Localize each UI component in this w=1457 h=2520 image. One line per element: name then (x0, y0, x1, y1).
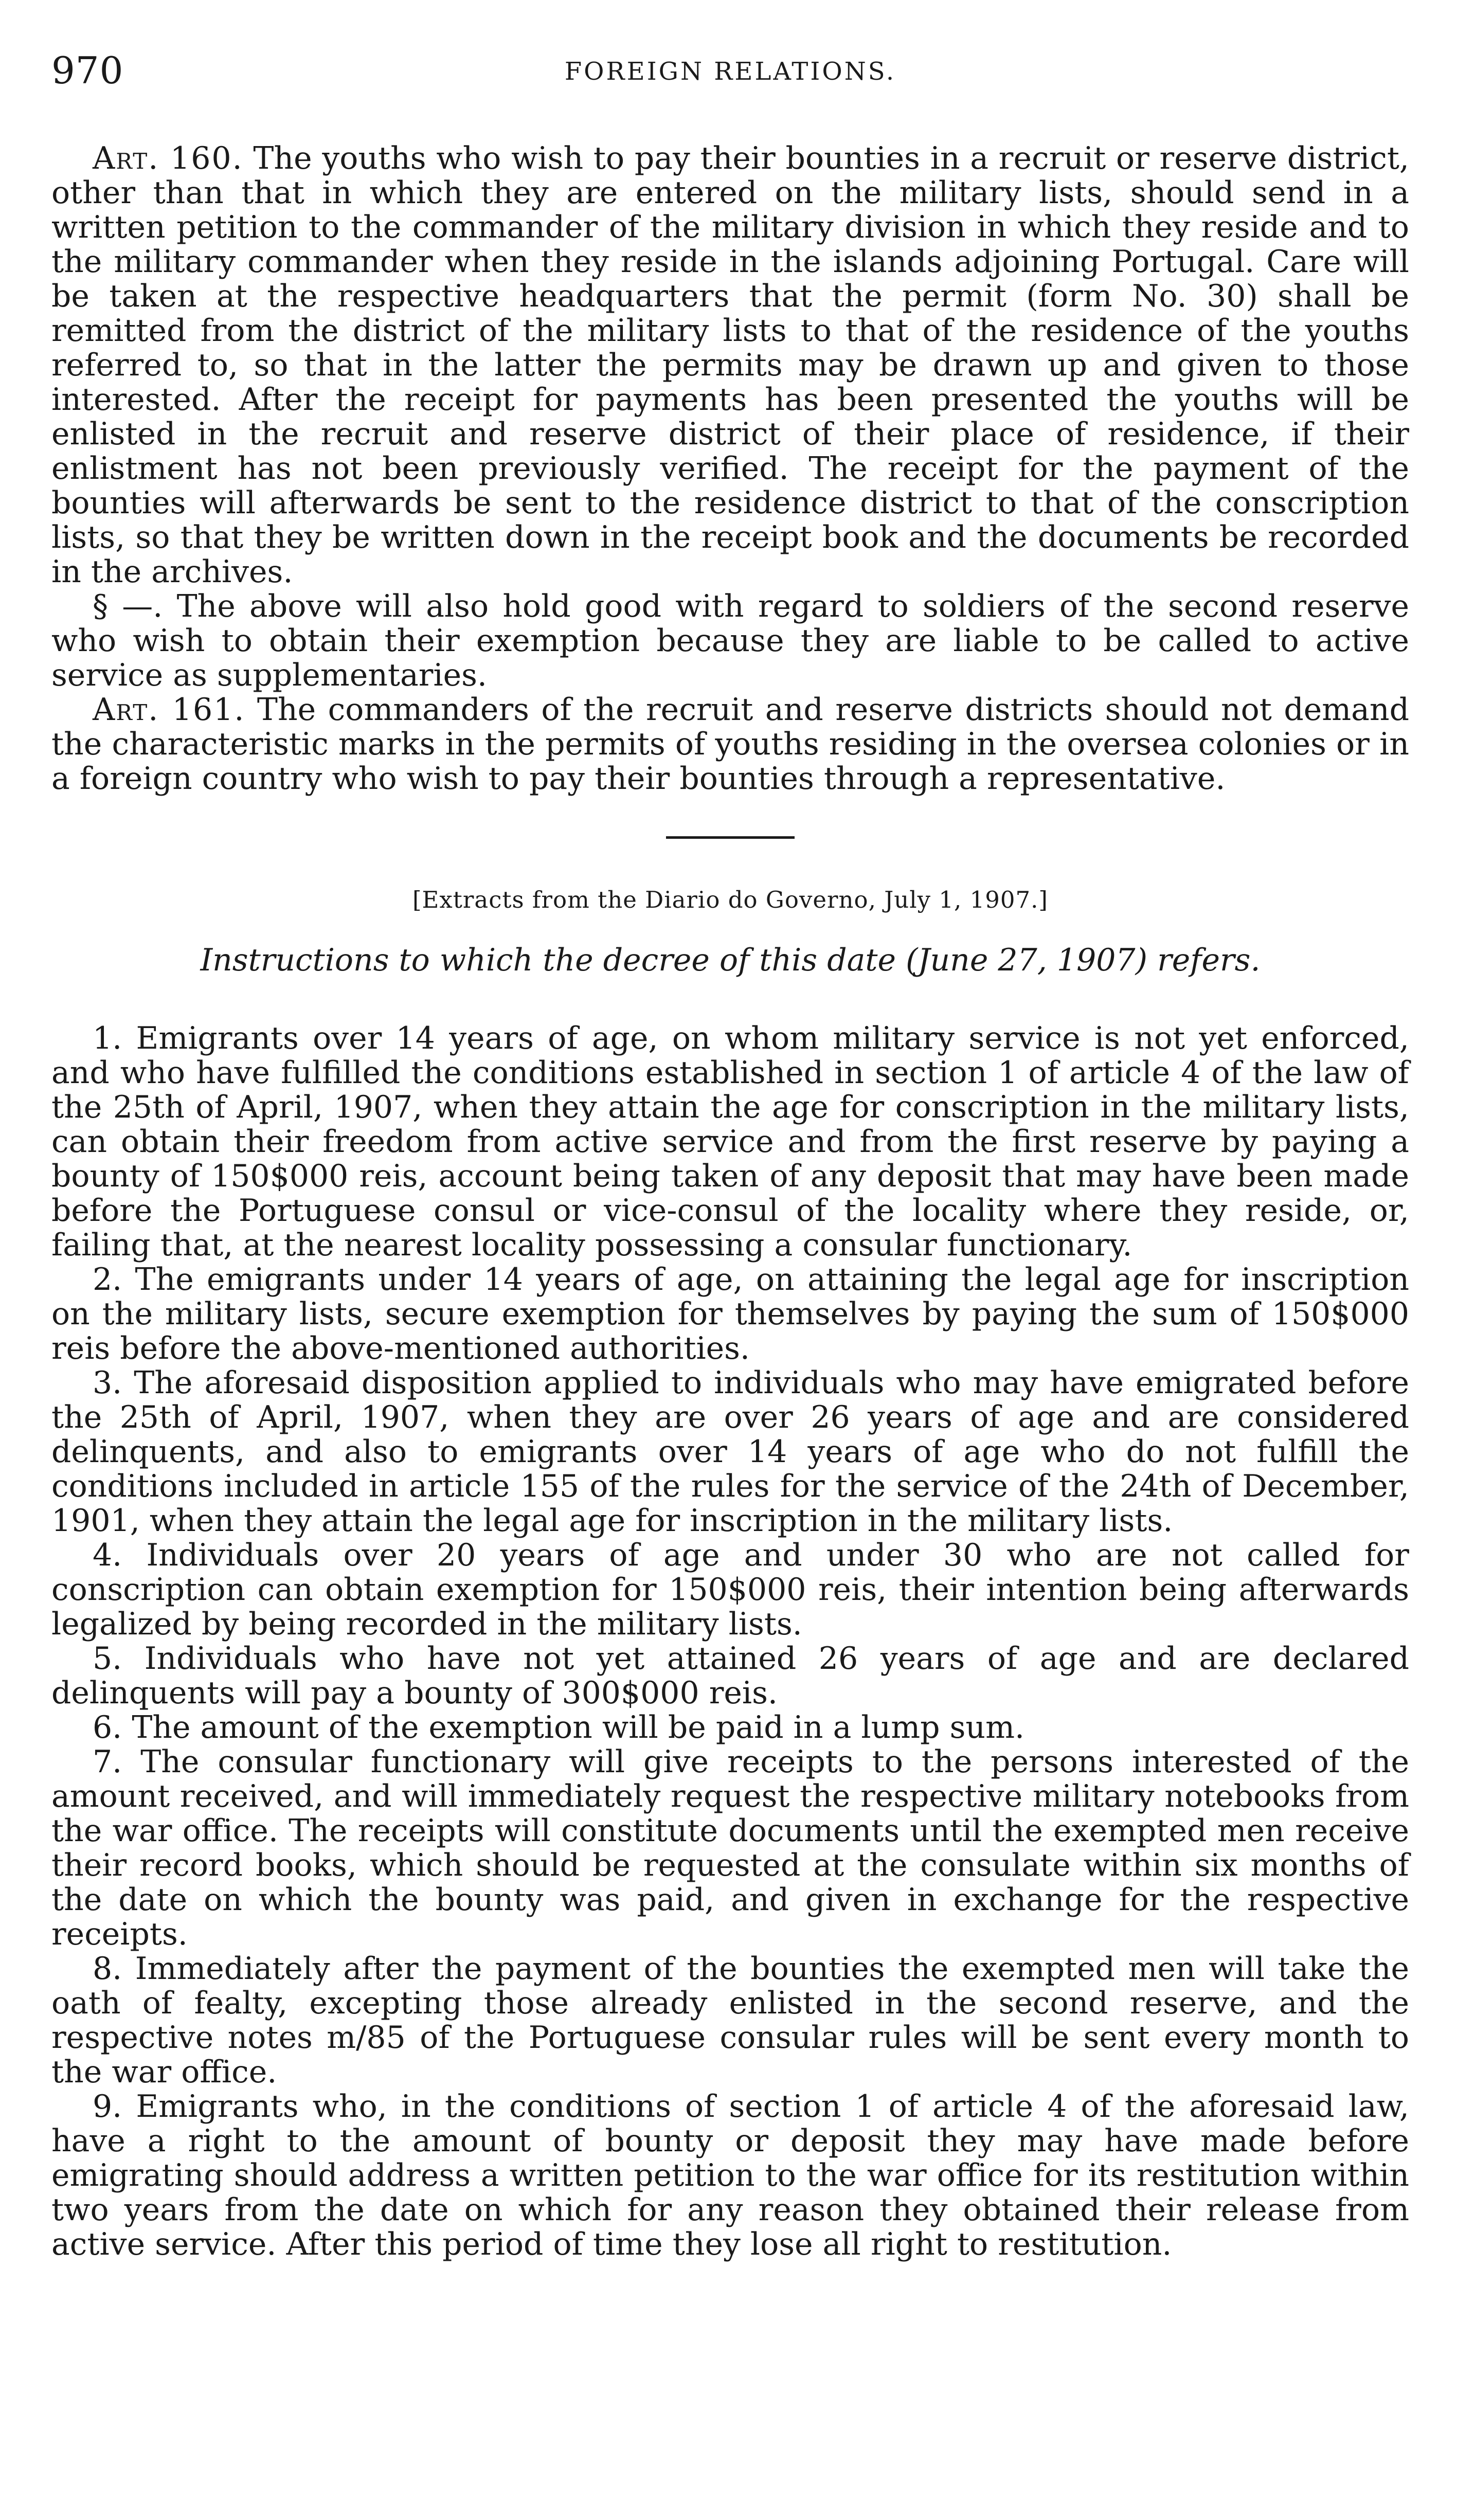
section-divider (666, 836, 795, 839)
instruction-item: 6. The amount of the exemption will be paid in a lump sum. (93, 1709, 1025, 1745)
article-161-paragraph (51, 693, 1409, 796)
instruction-item: 7. The consular functionary will give receipts to the persons interested of the amount received, and will immediately request the respective military notebooks from the war office. The receipts will constitute documents until the exempted men receive their record books, which should be requested at the consulate within six months of the date on which the bounty was paid, and given in exchange for the respective receipts. (51, 1744, 1409, 1952)
page-header (51, 49, 1409, 105)
section-paragraph (51, 589, 1409, 693)
instruction-item: 8. Immediately after the payment of the bounties the exempted men will take the oath of fealty, excepting those already enlisted in the second reserve, and the respective notes m/85 of the Portuguese consular rules will be sent every month to the war office. (51, 1951, 1409, 2090)
section-text: The above will also hold good with regard to soldiers of the second reserve who wish to obtain their exemption because they are liable to be called to active service as supplementaries. (51, 588, 1409, 693)
instructions-title: Instructions to which the decree of this date (June 27, 1907) refers. (200, 942, 1261, 978)
instruction-item: 1. Emigrants over 14 years of age, on whom military service is not yet enforced, and who have fulfilled the conditions established in section 1 of article 4 of the law of the 25th of April, 1907, when they attain the age for conscription in the military lists, can obtain their freedom from active service and from the first reserve by paying a bounty of 150$000 reis, account being taken of any deposit that may have been made before the Portuguese consul or vice-consul of the locality where they reside, or, failing that, at the nearest locality possessing a consular functionary. (51, 1020, 1409, 1263)
source-line: [Extracts from the Diario do Governo, July 1, 1907.] (412, 886, 1048, 913)
article-161-label: Art. 161. (93, 692, 245, 728)
instruction-item: 2. The emigrants under 14 years of age, on attaining the legal age for inscription on the military lists, secure exemption for themselves by paying the sum of 150$000 reis before the above-mentioned authorities. (51, 1262, 1409, 1366)
instruction-item: 4. Individuals over 20 years of age and under 30 who are not called for conscription can obtain exemption for 150$000 reis, their intention being afterwards legalized by being recorded in the military lists. (51, 1537, 1409, 1642)
article-160-label: Art. 160. (93, 140, 243, 176)
instruction-item: 3. The aforesaid disposition applied to individuals who may have emigrated before the 25th of April, 1907, when they are over 26 years of age and are considered delinquents, and also to emigrants over 14 years of age who do not fulfill the conditions included in article 155 of the rules for the service of the 24th of December, 1901, when they attain the legal age for inscription in the military lists. (51, 1365, 1409, 1539)
instruction-item: 9. Emigrants who, in the conditions of section 1 of article 4 of the aforesaid law, have a right to the amount of bounty or deposit they may have made before emigrating should address a written petition to the war office for its restitution within two years from the date on which for any reason they obtained their release from active service. After this period of time they lose all right to restitution. (51, 2089, 1409, 2262)
article-160-paragraph (51, 141, 1409, 589)
section-label: § —. (93, 588, 163, 624)
running-title: FOREIGN RELATIONS. (564, 57, 896, 86)
instructions-list (51, 1021, 1409, 2262)
page-number: 970 (51, 49, 124, 92)
article-161-text: The commanders of the recruit and reserve districts should not demand the characteristic marks in the permits of youths residing in the oversea colonies or in a foreign country who wish to pay their bounties through a representative. (51, 692, 1410, 797)
article-160-text: The youths who wish to pay their bounties in a recruit or reserve district, other than that in which they are entered on the military lists, should send in a written petition to the commander of the military division in which they reside and to the military commander when they reside in the islands adjoining Portugal. Care will be taken at the respective headquarters that the permit (form No. 30) shall be remitted from the district of the military lists to that of the residence of the youths referred to, so that in the latter the permits may be drawn up and given to those interested. After the receipt for payments has been presented the youths will be enlisted in the recruit and reserve district of their place of residence, if their enlistment has not been previously verified. The receipt for the payment of the bounties will afterwards be sent to the residence district to that of the conscription lists, so that they be written down in the receipt book and the documents be recorded in the archives. (51, 140, 1410, 590)
document-page (51, 49, 1409, 2262)
instruction-item: 5. Individuals who have not yet attained 26 years of age and are declared delinquents will pay a bounty of 300$000 reis. (51, 1641, 1409, 1711)
